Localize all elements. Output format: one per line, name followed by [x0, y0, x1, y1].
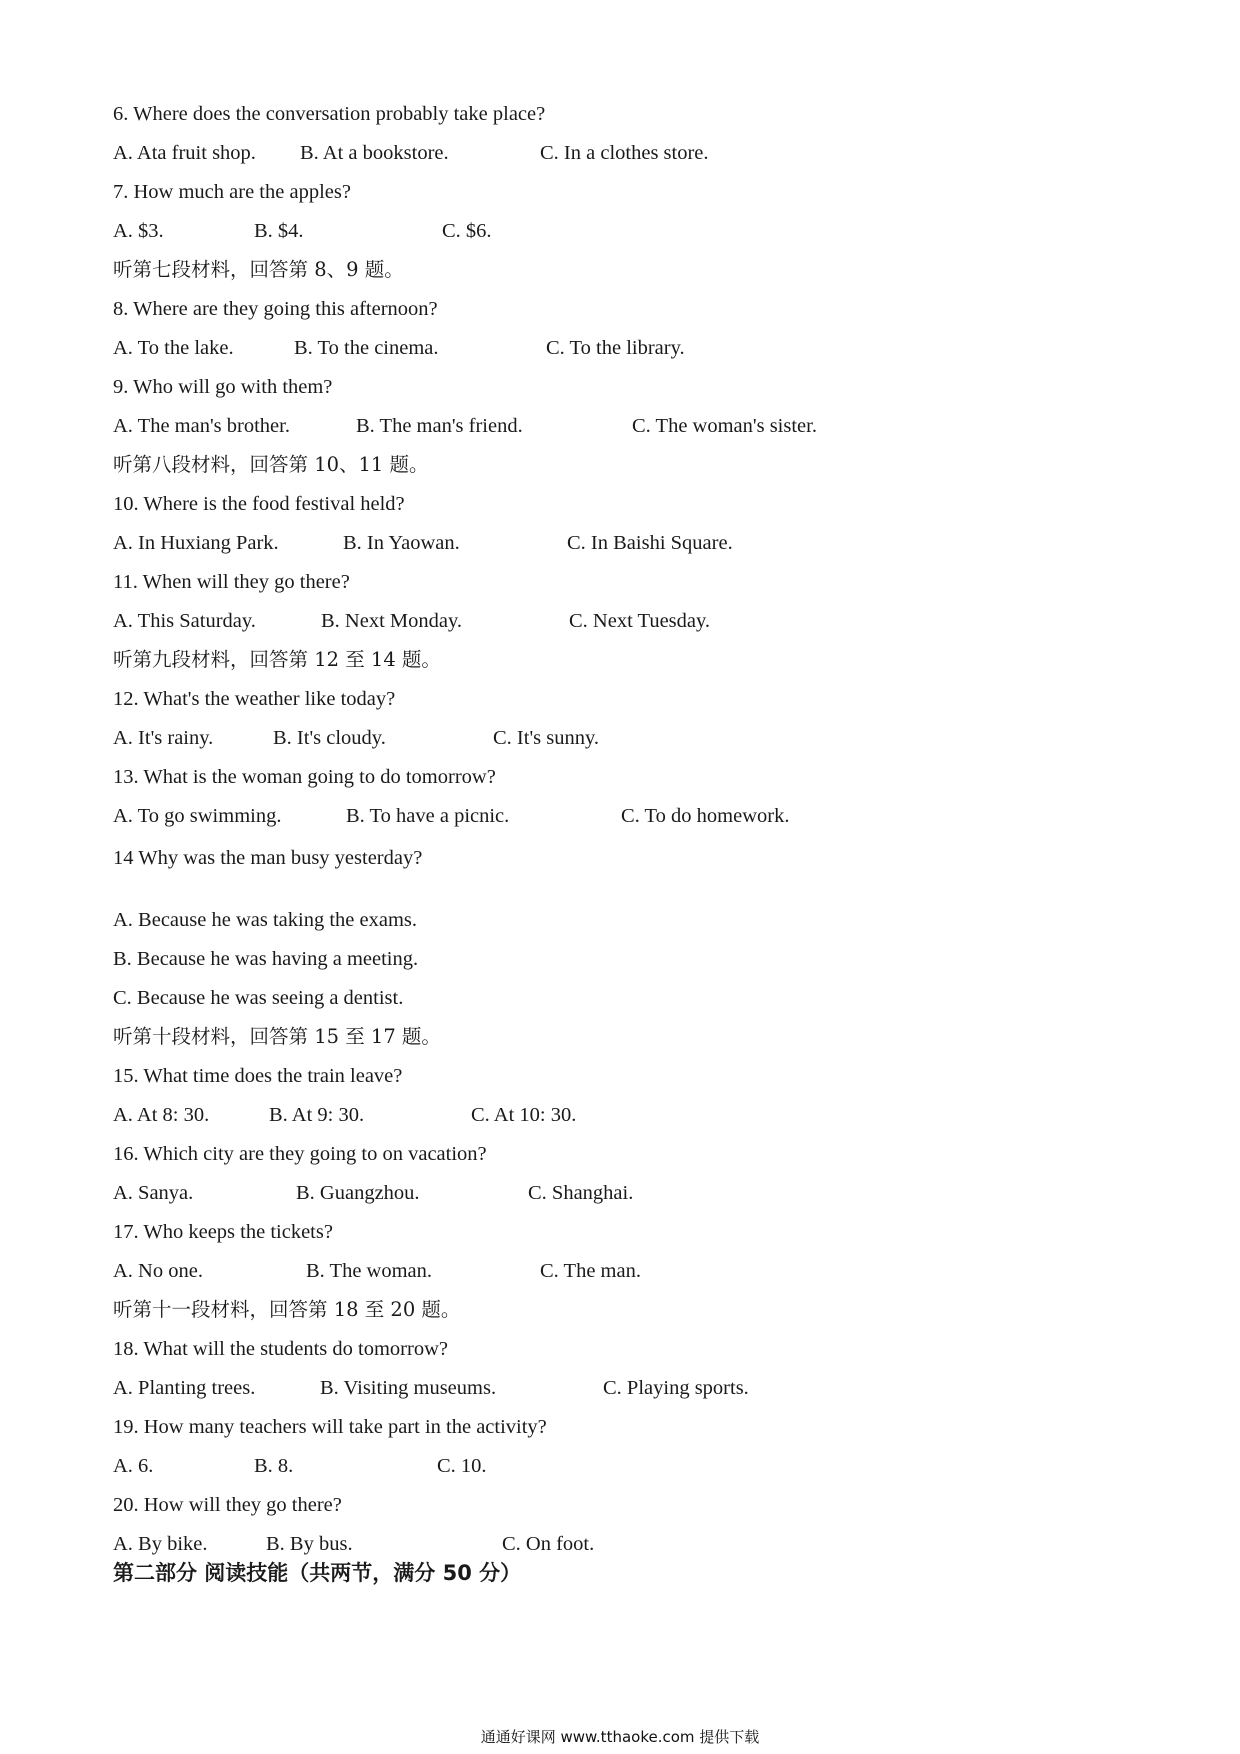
option-b: B. Visiting museums. — [320, 1377, 497, 1399]
option-b: B. To the cinema. — [294, 337, 439, 359]
option-a: A. 6. — [113, 1455, 154, 1477]
question-8: 8. Where are they going this afternoon? — [113, 298, 438, 320]
option-b: B. At a bookstore. — [300, 142, 449, 164]
option-a: A. By bike. — [113, 1533, 208, 1555]
instruction-section-10: 听第十段材料，回答第 15 至 17 题。 — [113, 1025, 441, 1048]
option-a: A. This Saturday. — [113, 610, 256, 632]
question-10: 10. Where is the food festival held? — [113, 493, 405, 515]
option-c: C. Playing sports. — [603, 1377, 749, 1399]
question-15: 15. What time does the train leave? — [113, 1065, 403, 1087]
question-6: 6. Where does the conversation probably take place? — [113, 103, 546, 125]
question-9: 9. Who will go with them? — [113, 376, 333, 398]
option-a: A. In Huxiang Park. — [113, 532, 279, 554]
instruction-section-11: 听第十一段材料，回答第 18 至 20 题。 — [113, 1298, 461, 1321]
question-14: 14 Why was the man busy yesterday? — [113, 847, 423, 869]
option-c: C. To do homework. — [621, 805, 790, 827]
option-a: A. The man's brother. — [113, 415, 290, 437]
option-c: C. The woman's sister. — [632, 415, 817, 437]
question-20: 20. How will they go there? — [113, 1494, 342, 1516]
section-heading: 第二部分 阅读技能（共两节，满分 50 分） — [113, 1561, 522, 1585]
question-16: 16. Which city are they going to on vacation? — [113, 1143, 487, 1165]
option-a: A. Sanya. — [113, 1182, 194, 1204]
option-a: A. It's rainy. — [113, 727, 214, 749]
question-11: 11. When will they go there? — [113, 571, 350, 593]
option-14-a: A. Because he was taking the exams. — [113, 909, 417, 931]
instruction-section-7: 听第七段材料，回答第 8、9 题。 — [113, 258, 404, 281]
option-c: C. To the library. — [546, 337, 685, 359]
option-c: C. Next Tuesday. — [569, 610, 711, 632]
question-17: 17. Who keeps the tickets? — [113, 1221, 333, 1243]
instruction-section-9: 听第九段材料，回答第 12 至 14 题。 — [113, 648, 441, 671]
option-b: B. By bus. — [266, 1533, 353, 1555]
page-footer: 通通好课网 www.tthaoke.com 提供下载 — [480, 1728, 760, 1746]
option-b: B. The man's friend. — [356, 415, 523, 437]
option-c: C. On foot. — [502, 1533, 595, 1555]
option-b: B. $4. — [254, 220, 304, 242]
option-c: C. At 10: 30. — [471, 1104, 577, 1126]
instruction-section-8: 听第八段材料，回答第 10、11 题。 — [113, 453, 429, 476]
option-c: C. The man. — [540, 1260, 641, 1282]
option-a: A. To go swimming. — [113, 805, 282, 827]
option-14-b: B. Because he was having a meeting. — [113, 948, 419, 970]
option-b: B. Next Monday. — [321, 610, 463, 632]
option-b: B. The woman. — [306, 1260, 433, 1282]
option-c: C. In a clothes store. — [540, 142, 709, 164]
option-c: C. In Baishi Square. — [567, 532, 733, 554]
option-b: B. To have a picnic. — [346, 805, 510, 827]
option-c: C. $6. — [442, 220, 492, 242]
question-13: 13. What is the woman going to do tomorrow? — [113, 766, 496, 788]
option-b: B. In Yaowan. — [343, 532, 460, 554]
option-a: A. Planting trees. — [113, 1377, 256, 1399]
option-c: C. 10. — [437, 1455, 487, 1477]
option-b: B. Guangzhou. — [296, 1182, 420, 1204]
question-19: 19. How many teachers will take part in the activity? — [113, 1416, 547, 1438]
option-c: C. It's sunny. — [493, 727, 600, 749]
option-a: A. $3. — [113, 220, 164, 242]
question-7: 7. How much are the apples? — [113, 181, 351, 203]
option-a: A. Ata fruit shop. — [113, 142, 256, 164]
option-a: A. At 8: 30. — [113, 1104, 210, 1126]
option-b: B. At 9: 30. — [269, 1104, 365, 1126]
question-18: 18. What will the students do tomorrow? — [113, 1338, 448, 1360]
option-b: B. 8. — [254, 1455, 294, 1477]
question-12: 12. What's the weather like today? — [113, 688, 396, 710]
option-a: A. To the lake. — [113, 337, 234, 359]
option-a: A. No one. — [113, 1260, 203, 1282]
option-14-c: C. Because he was seeing a dentist. — [113, 987, 404, 1009]
option-b: B. It's cloudy. — [273, 727, 386, 749]
option-c: C. Shanghai. — [528, 1182, 634, 1204]
